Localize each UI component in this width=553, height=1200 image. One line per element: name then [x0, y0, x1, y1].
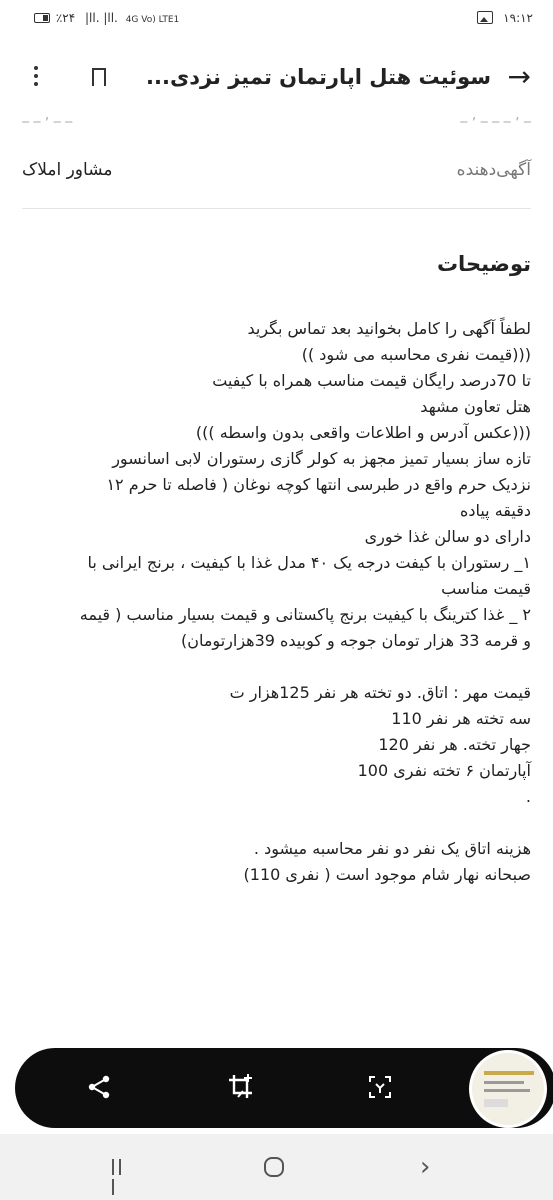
screenshot-share-bar: [15, 1048, 553, 1128]
description-line: ۲ _ غذا کترینگ با کیفیت برنج پاکستانی و قیمت بسیار مناسب ( قیمه: [79, 605, 531, 624]
edit-crop-icon[interactable]: [227, 1072, 255, 1106]
app-top-bar: [0, 40, 553, 118]
description-line: ۱_ رستوران با کیفت درجه یک ۴۰ مدل غذا با کیفیت ، برنج ایرانی با: [87, 553, 531, 572]
description-line: لطفاً آگهی را کامل بخوانید بعد تماس بگرید: [247, 319, 531, 338]
advertiser-value: مشاور املاک: [22, 160, 113, 180]
clipped-previous-row: _ _ , _ _ _ , _ _ _ , _: [22, 114, 531, 123]
description-line: آپارتمان ۶ تخته نفری 100: [357, 761, 531, 780]
page-title: سوئیت هتل اپارتمان تمیز نزدی...: [146, 65, 491, 89]
description-line: هتل تعاون مشهد: [420, 397, 531, 416]
status-right: [477, 11, 533, 25]
description-line: [22, 810, 531, 836]
description-title: توضیحات: [436, 252, 531, 276]
network-label: 4G Vo) LTE1: [125, 15, 180, 25]
description-line: دقیقه پیاده: [459, 501, 531, 520]
description-line: (((قیمت نفری محاسبه می شود )): [301, 345, 531, 364]
description-line: (((عکس آدرس و اطلاعات واقعی بدون واسطه ))): [195, 423, 531, 442]
gallery-notification-icon: [477, 11, 493, 24]
home-icon[interactable]: [264, 1157, 284, 1177]
more-menu-icon[interactable]: [34, 66, 38, 90]
bookmark-icon[interactable]: [92, 68, 106, 86]
description-line: صبحانه نهار شام موجود است ( نفری 110): [243, 865, 531, 884]
description-line: نزدیک حرم واقع در طبرسی انتها کوچه نوغان ( فاصله تا حرم ۱۲: [106, 475, 531, 494]
description-line: جهار تخته. هر نفر 120: [378, 735, 531, 754]
system-nav-bar: [0, 1134, 553, 1200]
screenshot-thumbnail[interactable]: [469, 1050, 547, 1128]
description-line: .: [525, 787, 531, 806]
scan-text-icon[interactable]: [367, 1074, 393, 1104]
signal-icon: |ll. |ll.: [85, 11, 118, 25]
battery-icon: [34, 13, 50, 23]
recents-icon[interactable]: [112, 1159, 132, 1175]
description-line: دارای دو سالن غذا خوری: [364, 527, 531, 546]
back-icon[interactable]: ›: [420, 1152, 431, 1182]
divider: [22, 208, 531, 209]
battery-level: ٪۲۴: [55, 11, 76, 25]
description-line: سه تخته هر نفر 110: [391, 709, 531, 728]
description-line: تازه ساز بسیار تمیز مجهز به کولر گازی رستوران لابی اسانسور: [112, 449, 531, 468]
status-bar: [0, 0, 553, 40]
description-line: [22, 654, 531, 680]
description-line: هزینه اتاق یک نفر دو نفر محاسبه میشود .: [253, 839, 531, 858]
status-left: [34, 11, 179, 25]
advertiser-row: [22, 160, 531, 190]
back-arrow-icon[interactable]: →: [507, 60, 531, 93]
description-line: قیمت مهر : اتاق. دو تخته هر نفر 125هزار ت: [229, 683, 531, 702]
description-body: [22, 316, 531, 888]
share-icon[interactable]: [87, 1074, 111, 1104]
description-line: و قرمه 33 هزار تومان جوجه و کوبیده 39هزارتومان): [180, 631, 531, 650]
advertiser-label: آگهی‌دهنده: [456, 160, 531, 180]
description-line: تا 70درصد رایگان قیمت مناسب همراه با کیفیت: [212, 371, 531, 390]
status-time: ۱۹:۱۲: [503, 11, 533, 25]
description-line: قیمت مناسب: [441, 579, 531, 598]
